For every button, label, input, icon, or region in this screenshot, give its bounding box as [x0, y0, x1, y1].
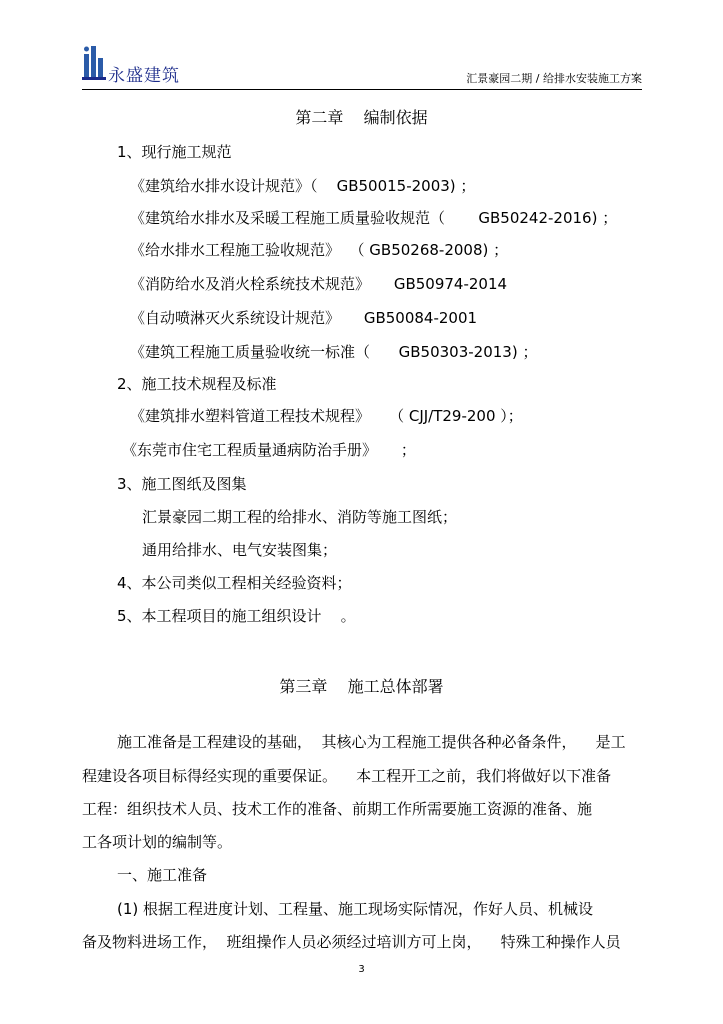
paragraph-line: 备及物料进场工作， 班组操作人员必须经过培训方可上岗， 特殊工种操作人员: [82, 933, 621, 951]
list-item: 汇景豪园二期工程的给排水、消防等施工图纸；: [142, 508, 458, 526]
list-item: 《消防给水及消火栓系统技术规范》 GB50974-2014: [130, 275, 508, 293]
chapter-2-title: 第二章 编制依据: [295, 108, 428, 127]
company-logo-icon: [82, 44, 106, 82]
project-title: 汇景豪园二期 / 给排水安装施工方案: [466, 72, 642, 85]
list-item: 通用给排水、电气安装图集；: [142, 541, 338, 559]
section-heading: 一、施工准备: [117, 866, 208, 884]
list-item: 《建筑排水塑料管道工程技术规程》 （ CJJ/T29-200 ）；: [130, 407, 523, 425]
company-name: 永盛建筑: [108, 66, 180, 86]
list-item: 1、现行施工规范: [117, 143, 232, 161]
list-item: 《建筑给水排水设计规范》（ GB50015-2003) ；: [130, 177, 476, 195]
paragraph-line: 工程：组织技术人员、技术工作的准备、前期工作所需要施工资源的准备、施: [82, 800, 593, 818]
list-item: 3、施工图纸及图集: [117, 475, 247, 493]
page-number: 3: [358, 964, 365, 975]
paragraph-line: (1) 根据工程进度计划、工程量、施工现场实际情况，作好人员、机械设: [117, 900, 594, 918]
list-item: 2、施工技术规程及标准: [117, 375, 277, 393]
page-header: [82, 40, 642, 88]
list-item: 《建筑给水排水及采暖工程施工质量验收规范（ GB50242-2016) ；: [130, 209, 618, 227]
paragraph-line: 施工准备是工程建设的基础， 其核心为工程施工提供各种必备条件， 是工: [117, 733, 626, 751]
list-item: 《给水排水工程施工验收规范》 （ GB50268-2008) ；: [130, 241, 509, 259]
list-item: 4、本公司类似工程相关经验资料；: [117, 574, 352, 592]
paragraph-line: 工各项计划的编制等。: [82, 833, 233, 851]
list-item: 《建筑工程施工质量验收统一标准（ GB50303-2013) ；: [130, 343, 538, 361]
list-item: 5、本工程项目的施工组织设计 。: [117, 607, 356, 625]
list-item: 《自动喷淋灭火系统设计规范》 GB50084-2001: [130, 309, 478, 327]
paragraph-line: 程建设各项目标得经实现的重要保证。 本工程开工之前，我们将做好以下准备: [82, 767, 612, 785]
chapter-3-title: 第三章 施工总体部署: [279, 677, 444, 696]
list-item: 《东莞市住宅工程质量通病防治手册》 ；: [122, 441, 416, 459]
header-rule: [82, 89, 642, 90]
